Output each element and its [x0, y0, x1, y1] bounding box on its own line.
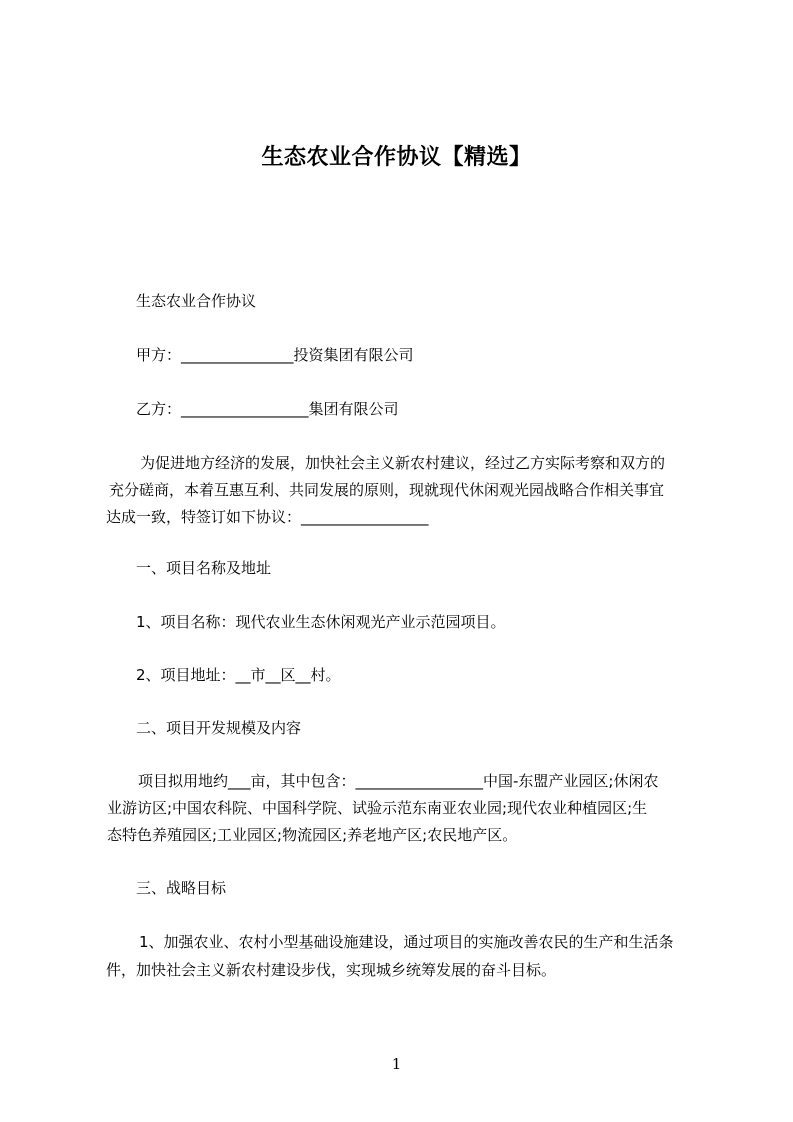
party-b-line: 乙方：_________________集团有限公司	[136, 400, 399, 418]
paragraph-line: 件，加快社会主义新农村建设步伐，实现城乡统筹发展的奋斗目标。	[106, 961, 557, 979]
page-number: 1	[391, 1055, 402, 1073]
paragraph-line: 充分磋商，本着互惠互利、共同发展的原则，现就现代休闲观光园战略合作相关事宜	[109, 481, 665, 499]
section-heading: 三、战略目标	[136, 879, 227, 897]
paragraph-line: 为促进地方经济的发展，加快社会主义新农村建议，经过乙方实际考察和双方的	[140, 454, 666, 472]
paragraph-line: 态特色养殖园区;工业园区;物流园区;养老地产区;农民地产区。	[107, 826, 518, 844]
subtitle-line: 生态农业合作协议	[136, 292, 257, 310]
paragraph-line: 达成一致，特签订如下协议：_________________	[106, 508, 429, 526]
section-heading: 二、项目开发规模及内容	[136, 719, 302, 737]
clause-line: 1、项目名称：现代农业生态休闲观光产业示范园项目。	[136, 613, 506, 631]
document-title: 生态农业合作协议【精选】	[261, 145, 532, 170]
paragraph-line: 业游访区;中国农科院、中国科学院、试验示范东南亚农业园;现代农业种植园区;生	[107, 799, 648, 817]
section-heading: 一、项目名称及地址	[136, 559, 272, 577]
paragraph-line: 项目拟用地约___亩，其中包含：_________________中国-东盟产业园区;休闲农	[138, 772, 659, 790]
clause-line: 2、项目地址：__市__区__村。	[136, 666, 341, 684]
paragraph-line: 1、加强农业、农村小型基础设施建设，通过项目的实施改善农民的生产和生活条	[139, 933, 674, 951]
party-a-line: 甲方：_______________投资集团有限公司	[136, 346, 414, 364]
